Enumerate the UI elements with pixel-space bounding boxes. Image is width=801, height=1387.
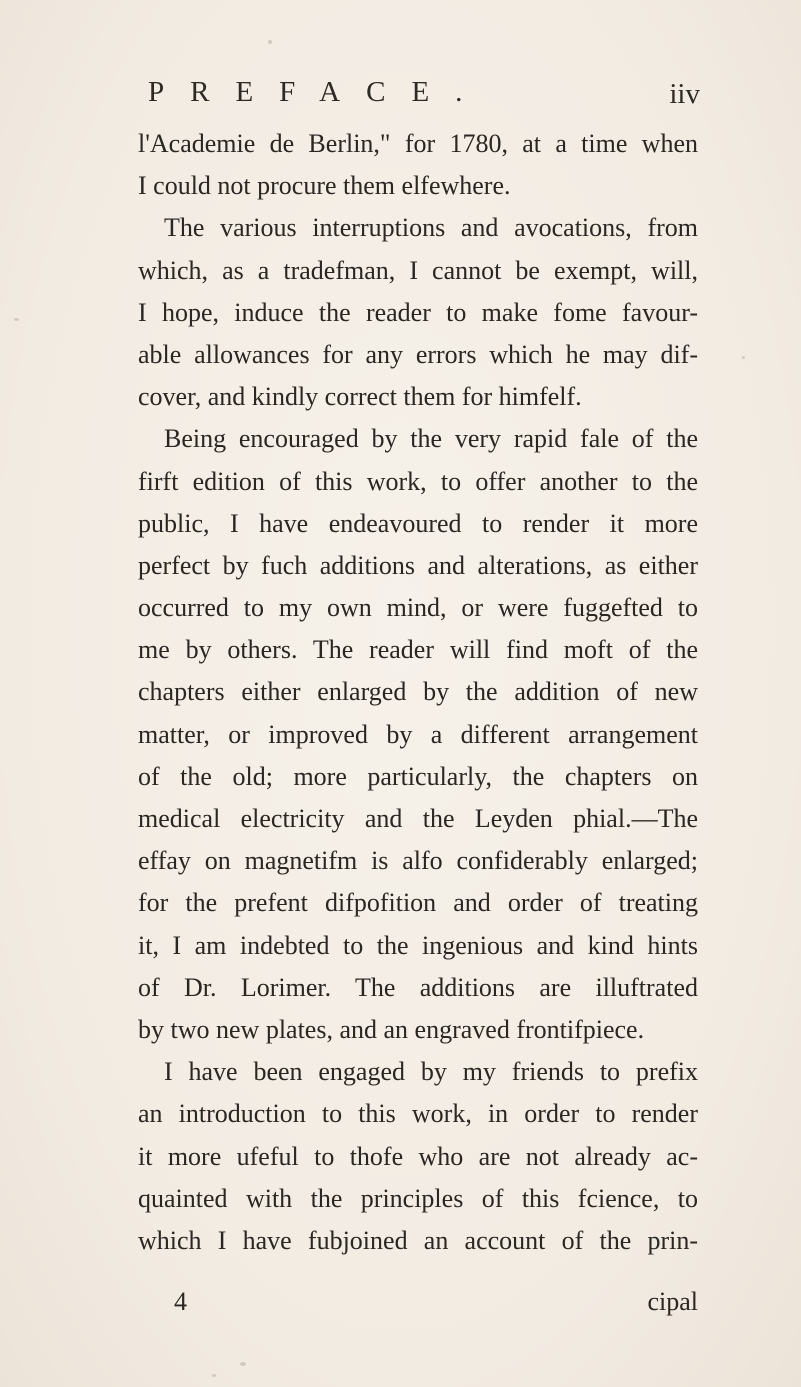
text-line: effay on magnetifm is alfo confiderably enlarged;	[138, 846, 698, 876]
text-line: The various interruptions and avocations, from	[164, 213, 698, 243]
text-line: of Dr. Lorimer. The additions are illuftrated	[138, 972, 698, 1002]
text-line: medical electricity and the Leyden phial.—The	[138, 804, 698, 833]
text-line: cover, and kindly correct them for himfelf.	[138, 382, 582, 412]
header-title: PREFACE.	[148, 76, 489, 108]
page-number: iiv	[669, 78, 700, 110]
text-line: l'Academie de Berlin," for 1780, at a time when	[138, 129, 698, 158]
running-header	[140, 76, 700, 116]
text-line: me by others. The reader will find moft of the	[138, 635, 698, 665]
paper-speck	[14, 318, 19, 321]
text-line: public, I have endeavoured to render it more	[138, 508, 698, 538]
text-line: an introduction to this work, in order to render	[138, 1099, 698, 1129]
body-text	[138, 123, 698, 1262]
catchword: cipal	[647, 1287, 698, 1316]
text-line: for the prefent difpofition and order of treating	[138, 888, 698, 918]
signature-mark: 4	[174, 1287, 187, 1316]
paper-speck	[742, 356, 745, 359]
text-line: by two new plates, and an engraved frontifpiece.	[138, 1014, 645, 1044]
text-line: quainted with the principles of this fcience, to	[138, 1183, 698, 1213]
text-line: I could not procure them elfewhere.	[138, 171, 511, 201]
paper-speck	[212, 1374, 216, 1377]
text-line: which I have fubjoined an account of the prin-	[138, 1225, 698, 1255]
text-line: it, I am indebted to the ingenious and kind hints	[138, 930, 698, 960]
text-line: which, as a tradefman, I cannot be exempt, will,	[138, 255, 698, 285]
text-line: Being encouraged by the very rapid fale of the	[164, 424, 698, 454]
page-footer	[138, 1287, 698, 1323]
text-line: occurred to my own mind, or were fuggefted to	[138, 593, 698, 623]
text-line: I hope, induce the reader to make fome favour-	[138, 297, 698, 327]
text-line: it more ufeful to thofe who are not already ac-	[138, 1141, 698, 1171]
text-line: of the old; more particularly, the chapters on	[138, 761, 698, 791]
text-line: perfect by fuch additions and alterations, as either	[138, 550, 698, 580]
text-line: able allowances for any errors which he may dif-	[138, 339, 698, 369]
text-line: I have been engaged by my friends to prefix	[164, 1057, 698, 1087]
text-line: matter, or improved by a different arrangement	[138, 719, 698, 749]
text-line: firft edition of this work, to offer another to the	[138, 466, 698, 496]
paper-speck	[240, 1362, 246, 1366]
text-line: chapters either enlarged by the addition of new	[138, 677, 698, 707]
paper-speck	[268, 40, 272, 44]
